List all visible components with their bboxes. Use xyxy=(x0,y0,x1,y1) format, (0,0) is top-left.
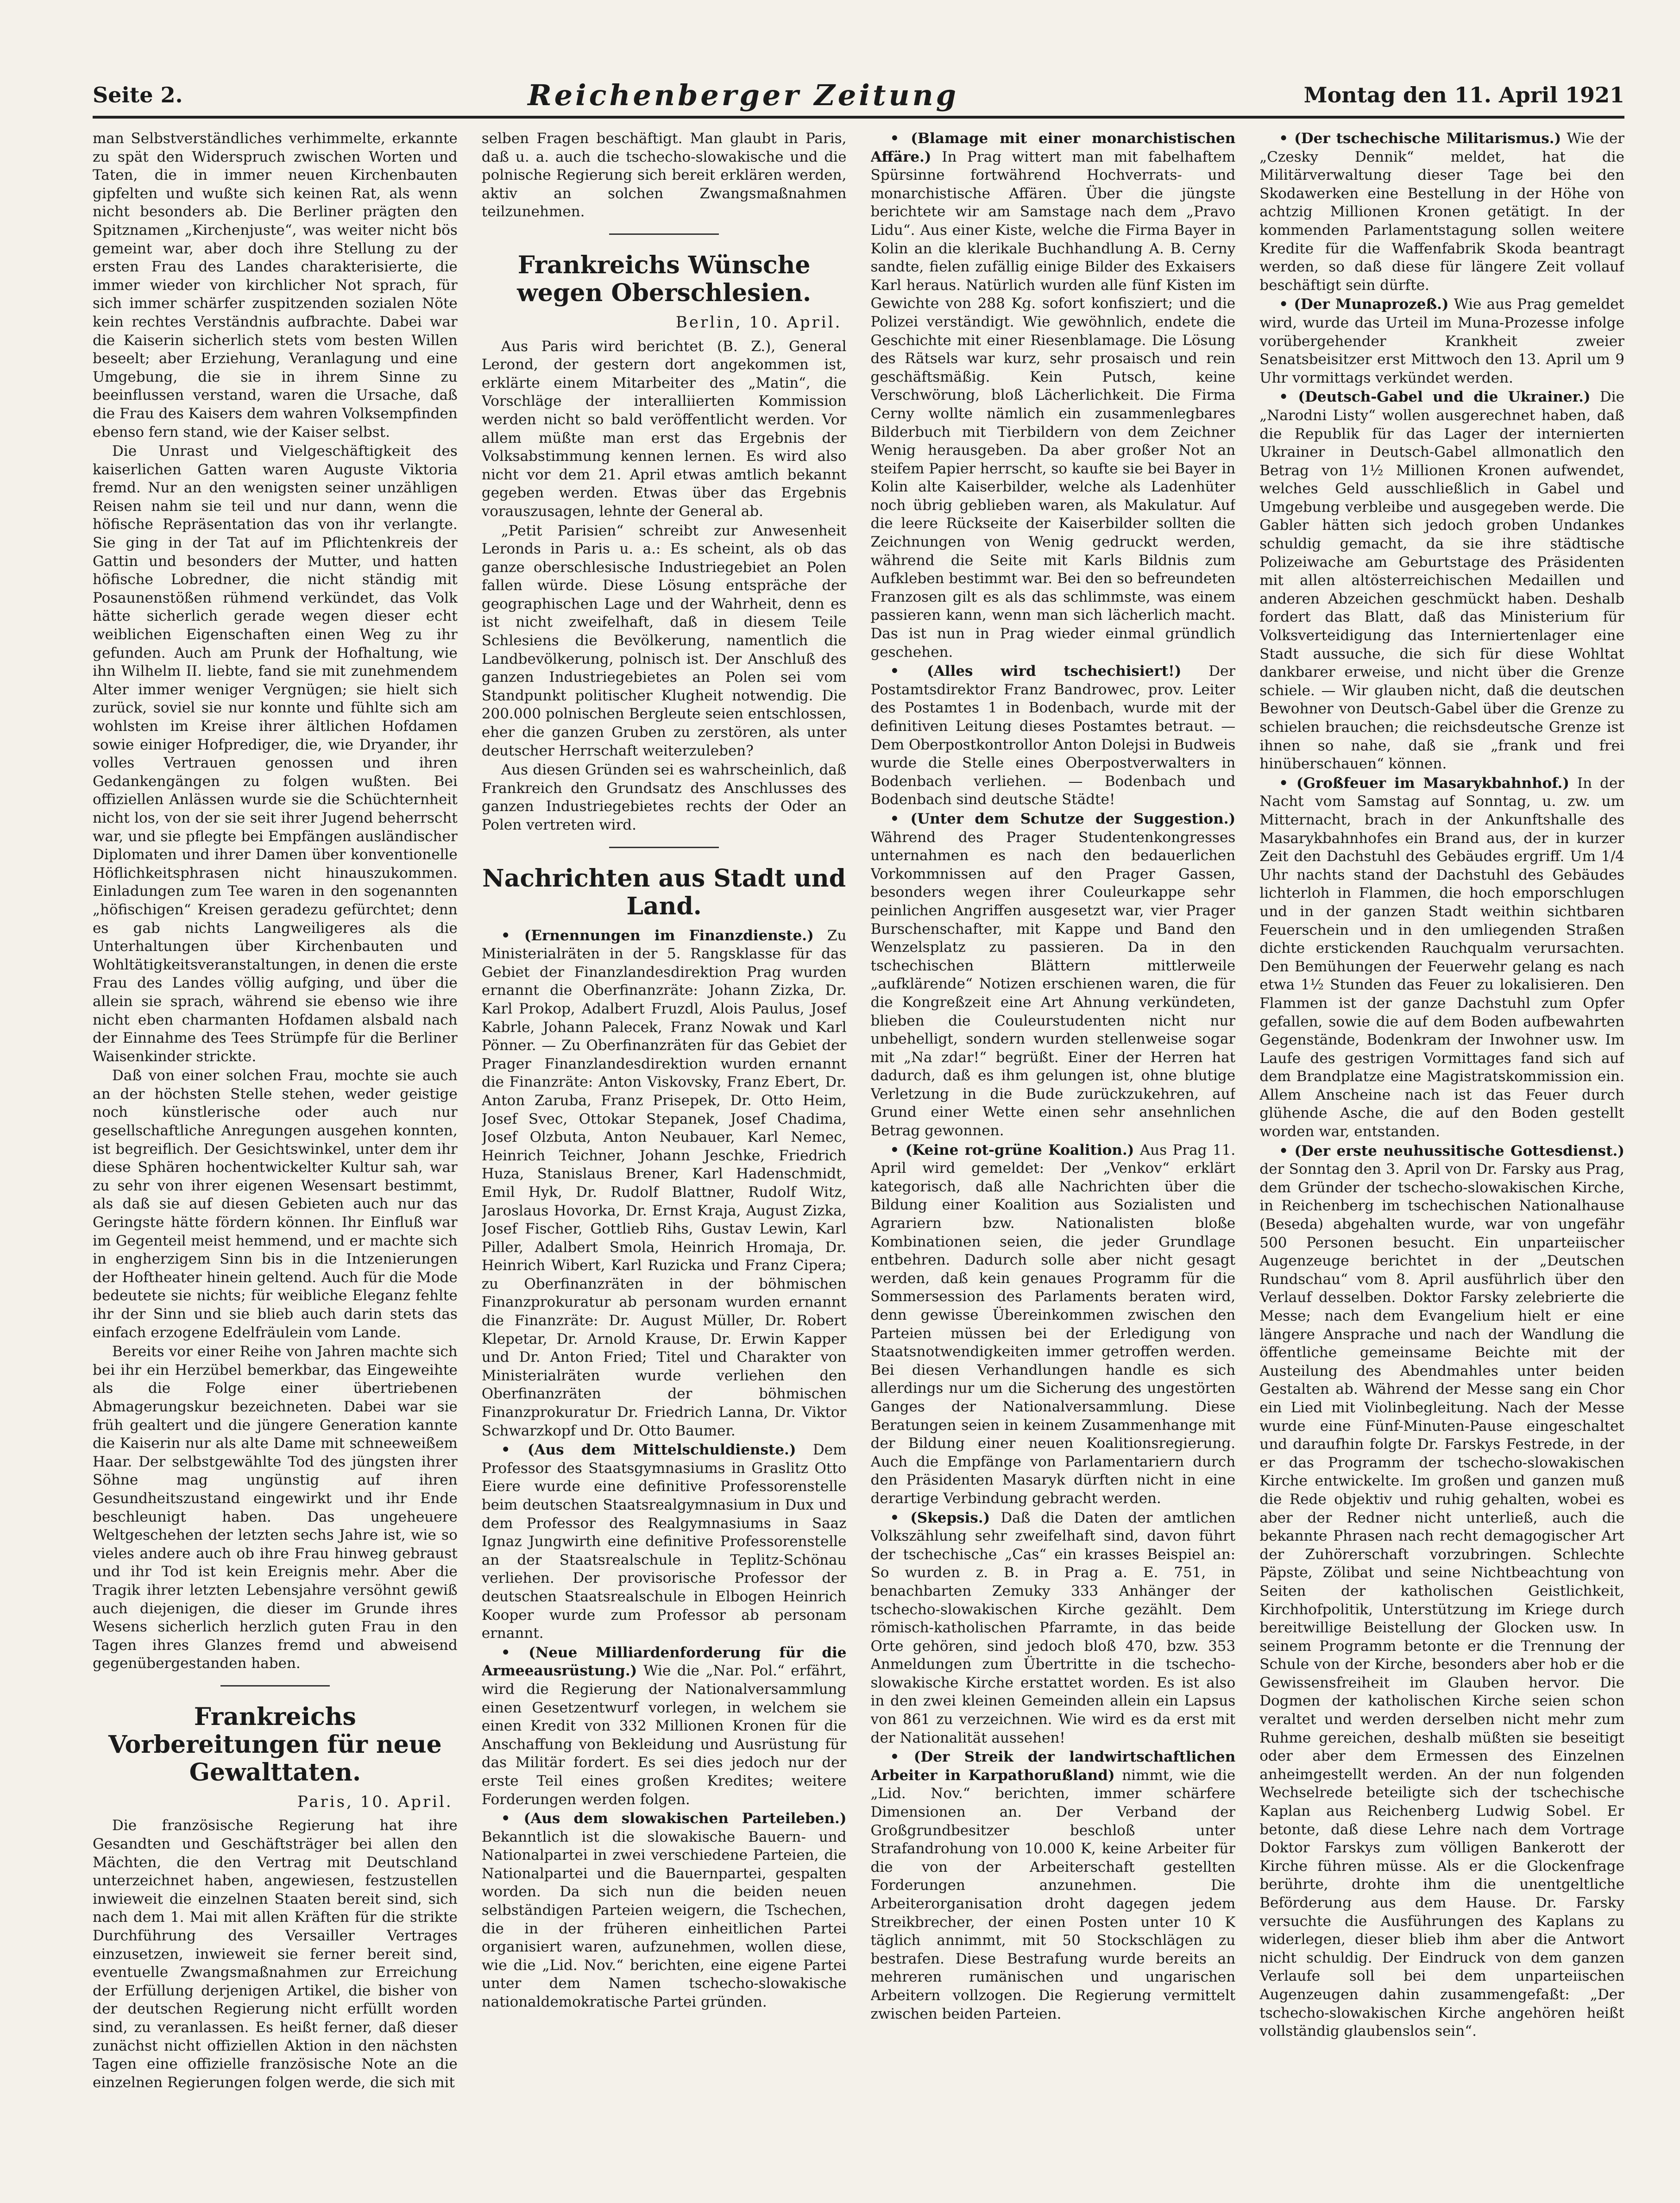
news-kicker: • (Skepsis.) xyxy=(890,1509,990,1526)
paragraph: selben Fragen beschäftigt. Man glaubt in Paris, daß u. a. auch die tschecho-slowakische und die polnische Regierung sich bereit erklären werden, aktiv an solchen Zwangsmaßnahmen teilzunehmen. xyxy=(481,130,847,220)
news-item xyxy=(871,130,1236,661)
article-headline: Frankreichs Vorbereitungen für neue Gewalttaten. xyxy=(108,1702,442,1787)
news-item xyxy=(482,1441,847,1643)
news-item xyxy=(482,1810,847,2012)
news-kicker: • (Neue Milliardenforderung für die Armeeausrüstung.) xyxy=(481,1644,847,1680)
news-text: Bekanntlich ist die slowakische Bauern- und Nationalpartei in zwei verschiedene Parteien, die Nationalpartei und die Bauernpartei, gespalten worden. Da sich nun die beiden neuen selbständigen Parteien weigern, die Tschechen, die in der früheren einheitlichen Partei organisiert waren, aufzunehmen, wollen diese, wie die „Lid. Nov.“ berichten, eine eigene Partei unter dem Namen tschecho-slowakische nationaldemokratische Partei gründen. xyxy=(481,1828,847,2011)
news-text: Dem Professor des Staatsgymnasiums in Graslitz Otto Eiere wurde eine definitive Professorenstelle beim deutschen Staatsrealgymnasium in Dux und dem Professor des Realgymnasiums in Saaz Ignaz Jungwirth eine definitive Professorenstelle an der Staatsrealschule in Teplitz-Schönau verliehen. Der provisorische Professor der deutschen Staatsrealschule in Elbogen Heinrich Kooper wurde zum Professor ab personam ernannt. xyxy=(481,1441,847,1642)
news-kicker: • (Der Streik der landwirtschaftlichen Arbeiter in Karpathorußland) xyxy=(870,1749,1236,1784)
divider xyxy=(220,1685,330,1687)
news-kicker: • (Der erste neuhussitische Gottesdienst.) xyxy=(1279,1142,1624,1159)
news-text: nimmt, wie die „Lid. Nov.“ berichten, immer schärfere Dimensionen an. Der Verband der Großgrundbesitzer beschloß unter Strafandrohung von 10.000 K, keine Arbeiter für die von der Arbeiterschaft gestellten Forderungen anzunehmen. Die Arbeiterorganisation droht dagegen jedem Streikbrecher, der einen Posten unter 10 K täglich annimmt, mit 50 Stockschlägen zu bestrafen. Diese Bestrafung wurde bereits an mehreren rumänischen und ungarischen Arbeitern vollzogen. Die Regierung vermittelt zwischen beiden Parteien. xyxy=(870,1767,1236,2022)
news-item xyxy=(1259,774,1624,1141)
news-kicker: • (Der tschechische Militarismus.) xyxy=(1279,130,1561,147)
news-item xyxy=(871,1748,1236,2023)
column-3 xyxy=(871,130,1236,2175)
news-text: der Sonntag den 3. April von Dr. Farsky aus Prag, dem Gründer der tschecho-slowakischen Kirche, in Reichenberg im tschechischen Nationalhause (Beseda) abgehalten wurde, war von ungefähr 500 Personen besucht. Ein unparteiischer Augenzeuge berichtet in der „Deutschen Rundschau“ vom 8. April ausführlich über den Verlauf desselben. Doktor Farsky zelebrierte die Messe; nach dem Evangelium hielt er eine längere Ansprache und nach der Wandlung die öffentliche gemeinsame Beichte mit der Austeilung des Abendmahles unter beiden Gestalten ab. Während der Messe sang ein Chor ein Lied mit Violinbegleitung. Nach der Messe wurde eine Fünf-Minuten-Pause eingeschaltet und daraufhin folgte Dr. Farskys Festrede, in der er das Programm der tschecho-slowakischen Kirche entwickelte. Im großen und ganzen muß die Rede objektiv und ruhig gehalten, wobei es aber der Redner nicht unterließ, auch die bekannte Phrasen nach recht demagogischer Art der Zuhörerschaft vorzubringen. Schlechte Päpste, Zölibat und seine Nichtbeachtung von Seiten der katholischen Geistlichkeit, Kirchhofpolitik, Unterstützung im Kriege durch bereitwillige Beistellung der Glocken usw. In seinem Programm betonte er die Trennung der Schule von der Kirche, besonders aber hob er die Gewissensfreiheit im Glauben hervor. Die Dogmen der katholischen Kirche seien schon veraltet und werden derselben nicht mehr zum Ruhme gereichen, deshalb müßten sie beseitigt oder aber dem Ermessen des Einzelnen anheimgestellt werden. An der nun folgenden Wechselrede beteiligte sich der tschechische Kaplan aus Reichenberg Ludwig Sobel. Er betonte, daß diese Lehre nach dem Vortrage Doktor Farskys zum völligen Bankerott der Kirche führen müsse. Als er die Glockenfrage berührte, drohte ihm die unentgeltliche Beförderung aus dem Hause. Dr. Farsky versuchte die Ausführungen des Kaplans zu widerlegen, dieser blieb ihm aber die Antwort nicht schuldig. Der Eindruck von dem ganzen Verlaufe soll bei dem unparteiischen Augenzeugen dahin zusammengefaßt: „Der tschecho-slowakischen Kirche angehören heißt vollständig glaubenslos sein“. xyxy=(1259,1161,1624,2040)
paragraph: Daß von einer solchen Frau, mochte sie auch an der höchsten Stelle stehen, weder geistige noch künstlerische oder auch nur gesellschaftliche Anregungen ausgehen konnten, ist begreiflich. Der Gesichtswinkel, unter dem ihr diese Sphären hochentwickelter Kultur sah, war zu sehr von ihrer eigenen Wesensart bestimmt, als daß sie auf diesen Gebieten auch nur das Geringste hätte fördern können. Ihr Einfluß war im Gegenteil meist hemmend, und er machte sich in engherzigem Sinn bis in die Intzenierungen der Hoftheater hinein geltend. Auch für die Mode bedeutete sie nichts; für weibliche Eleganz fehlte ihr der Sinn und sie blieb auch darin stets das einfach erzogene Edelfräulein vom Lande. xyxy=(93,1067,458,1341)
paragraph: Aus diesen Gründen sei es wahrscheinlich, daß Frankreich den Grundsatz des Anschlusses des ganzen Industriegebietes rechts der Oder an Polen vertreten wird. xyxy=(481,762,847,833)
paragraph: Die französische Regierung hat ihre Gesandten und Geschäftsträger bei allen den Mächten, die den Vertrag mit Deutschland unterzeichnet haben, angewiesen, festzustellen inwieweit die einzelnen Staaten bereit sind, sich nach dem 1. Mai mit allen Kräften für die strikte Durchführung des Versailler Vertrages einzusetzen, inwieweit sie ferner bereit sind, eventuelle Zwangsmaßnahmen zur Erreichung der Erfüllung derjenigen Artikel, die bisher von der deutschen Regierung nicht erfüllt worden sind, zu veranlassen. Es heißt ferner, daß dieser zunächst nicht offiziellen Aktion in den nächsten Tagen eine offizielle französische Note an die einzelnen Regierungen folgen werde, die sich mit xyxy=(93,1817,458,2091)
news-kicker: • (Der Munaprozeß.) xyxy=(1279,296,1449,313)
paragraph: man Selbstverständliches verhimmelte, erkannte zu spät den Widerspruch zwischen Worten und Taten, die in immer neuen Kirchenbauten gipfelten und wußte sich keinen Rat, als wenn nicht besonders ab. Die Berliner prägten den Spitznamen „Kirchenjuste“, was weiter nicht bös gemeint war, aber doch ihre Stellung zu der ersten Frau des Landes charakterisierte, die immer wieder von kirchlicher Not sprach, für sich immer schärfer zuspitzenden sozialen Nöte kein rechtes Verständnis aufbrachte. Dabei war die Kaiserin sicherlich stets vom besten Willen beseelt; aber Erziehung, Veranlagung und eine Umgebung, die sie in ihrem Sinne zu beeinflussen verstand, waren die Ursache, daß die Frau des Kaisers dem wahren Volksempfinden ebenso fern stand, wie der Kaiser selbst. xyxy=(93,130,458,441)
paragraph: „Petit Parisien“ schreibt zur Anwesenheit Leronds in Paris u. a.: Es scheint, als ob das ganze oberschlesische Industriegebiet an Polen fallen würde. Diese Lösung entspräche der geographischen Lage und der Wahrheit, denn es ist nicht zweifelhaft, daß in diesem Teile Schlesiens die Bevölkerung, namentlich die Landbevölkerung, polnisch ist. Der Anschluß des ganzen Industriegebietes an Polen sei vom Standpunkt politischer Klugheit notwendig. Die 200.000 polnischen Bergleute seien entschlossen, eher die ganzen Gruben zu zerstören, als unter deutscher Herrschaft weiterzuleben? xyxy=(481,522,847,759)
dateline: Paris, 10. April. xyxy=(297,1792,453,1811)
column-2 xyxy=(482,130,847,2175)
news-kicker: • (Keine rot-grüne Koalition.) xyxy=(890,1141,1134,1158)
news-kicker: • (Deutsch-Gabel und die Ukrainer.) xyxy=(1279,389,1591,406)
news-item xyxy=(1259,1142,1624,2041)
paragraph: Die Unrast und Vielgeschäftigkeit des kaiserlichen Gatten waren Auguste Viktoria fremd. Nur an den wenigsten seiner unzähligen Reisen nahm sie teil und nur dann, wenn die höfische Repräsentation das von ihr verlangte. Sie ging in der Tat auf im Pflichtenkreis der Gattin und besonders der Mutter, und hatten höfische Lobredner, die nicht ständig mit Posaunenstößen rühmend verkündet, das Volk hätte sicherlich gerade wegen dieser echt weiblichen Eigenschaften einen Weg zu ihr gefunden. Auch am Prunk der Hofhaltung, wie ihn Wilhelm II. liebte, fand sie mit zunehmendem Alter immer weniger Vergnügen; sie hielt sich zurück, soviel sie nur konnte und fühlte sich am wohlsten im Kreise ihrer ältlichen Hofdamen sowie einiger Hofprediger, die, wie Dryander, ihr volles Vertrauen genossen und ihren Gedankengängen zu folgen wußten. Bei offiziellen Anlässen wurde sie die Schüchternheit nicht los, von der sie seit ihrer Jugend beherrscht war, und sie pflegte bei Empfängen ausländischer Diplomaten und ihrer Damen über konventionelle Höflichkeitsphrasen nicht hinauszukommen. Einladungen zum Tee waren in den sogenannten „höfischigen“ Kreisen geradezu gefürchtet; denn es gab nichts Langweiligeres als die Unterhaltungen über Kirchenbauten und Wohltätigkeitsveranstaltungen, in denen die erste Frau des Landes völlig aufging, und über die allein sie sprach, während sie ebenso wie ihre nicht eben charmanten Hofdamen alsbald nach der Einnahme des Tees Strümpfe für die Berliner Waisenkinder strickte. xyxy=(93,443,458,1065)
news-item xyxy=(871,1141,1236,1508)
news-text: Wie die „Nar. Pol.“ erfährt, wird die Regierung der Nationalversammlung einen Gesetzentwurf vorlegen, in welchem sie einen Kredit von 332 Millionen Kronen für die Anschaffung von Bekleidung und Ausrüstung für das Militär fordert. Es sei dies jedoch nur der erste Teil eines großen Kredites; weitere Forderungen werden folgen. xyxy=(481,1662,847,1808)
news-kicker: • (Ernennungen im Finanzdienste.) xyxy=(501,927,814,944)
article-columns xyxy=(93,130,1624,2175)
paragraph: Aus Paris wird berichtet (B. Z.), General Lerond, der gestern dort angekommen ist, erklärte einem Mitarbeiter des „Matin“, die Vorschläge der interalliierten Kommission werden nicht so bald veröffentlicht werden. Vor allem müßte man erst das Ergebnis der Volksabstimmung kennen lernen. Es wird also nicht vor dem 21. April etwas amtlich bekannt gegeben werden. Etwas über das Ergebnis vorauszusagen, lehnte der General ab. xyxy=(481,338,847,520)
dateline: Berlin, 10. April. xyxy=(675,313,842,332)
news-text: Wie der „Czesky Dennik“ meldet, hat die Militärverwaltung dieser Tage bei den Skodawerken eine Bestellung in der Höhe von achtzig Millionen Kronen getätigt. In der kommenden Parlamentstagung sollen weitere Kredite für die Waffenfabrik Skoda beantragt werden, so daß diese für längere Zeit vollauf beschäftigt sein dürfte. xyxy=(1259,130,1624,294)
issue-date: Montag den 11. April 1921 xyxy=(1303,82,1624,107)
page-number: Seite 2. xyxy=(93,82,183,107)
news-text: Aus Prag 11. April wird gemeldet: Der „Venkov“ erklärt kategorisch, daß alle Nachrichten über die Bildung einer Koalition aus Sozialisten und Agrariern bzw. Nationalisten bloße Kombinationen seien, die jeder Grundlage entbehren. Dadurch solle aber nicht gesagt werden, daß kein genaues Programm für die Sommersession des Parlaments beraten wird, denn gewisse Übereinkommen zwischen den Parteien müssen bei der Erledigung von Staatsnotwendigkeiten immer getroffen werden. Bei diesen Verhandlungen handle es sich allerdings nur um die Sicherung des ungestörten Ganges der Nationalversammlung. Diese Beratungen seien in keinem Zusammenhange mit der Bildung einer neuen Koalitionsregierung. Auch die Empfänge von Parlamentariern durch den Präsidenten Masaryk dürften nicht in eine derartige Verbindung gebracht werden. xyxy=(870,1141,1236,1507)
section-headline: Nachrichten aus Stadt und Land. xyxy=(482,864,846,920)
news-item xyxy=(1259,296,1624,387)
news-text: Die „Narodni Listy“ wollen ausgerechnet haben, daß die Republik für das Lager der internierten Ukrainer in Deutsch-Gabel allmonatlich den Betrag von 1½ Millionen Kronen aufwendet, welches Geld ausschließlich in Gabel und Umgebung verbleibe und ausgegeben werde. Die Gabler hätten sich jedoch groben Undankes schuldig gemacht, da sie ihre städtische Polizeiwache am Geburtstage des Präsidenten mit allen altösterreichischen Medaillen und anderen Abzeichen geschmückt haben. Deshalb fordert das Blatt, daß das Ministerium für Volksverteidigung das Interniertenlager eine Stadt aussuche, die sich für diese Wohltat dankbarer erweise, und nicht über die Grenze schiele. — Wir glauben nicht, daß die deutschen Bewohner von Deutsch-Gabel über die Grenze zu schielen brauchen; die reichsdeutsche Grenze ist ihnen so nahe, daß sie „frank und frei hinüberschauen“ können. xyxy=(1259,389,1624,773)
news-item xyxy=(1259,130,1624,295)
news-kicker: • (Aus dem slowakischen Parteileben.) xyxy=(501,1810,847,1827)
page-header xyxy=(93,74,1624,119)
news-item xyxy=(871,1509,1236,1748)
divider xyxy=(609,233,718,235)
news-kicker: • (Blamage mit einer monarchistischen Affäre.) xyxy=(870,130,1236,165)
news-text: In Prag wittert man mit fabelhaftem Spürsinne fortwährend Hochverrats- und monarchistische Affären. Über die jüngste berichtete wir am Samstage nach dem „Pravo Lidu“. Aus einer Kiste, welche die Firma Bayer in Kolin an die klerikale Buchhandlung A. B. Cerny sandte, fielen zufällig einige Bilder des Exkaisers Karl heraus. Natürlich wurden alle fünf Kisten im Gewichte von 288 Kg. sofort konfisziert; und die Polizei verständigt. Wie gewöhnlich, endete die Geschichte mit einer Riesenblamage. Die Lösung des Rätsels war kurz, sehr prosaisch und rein geschäftsmäßig. Kein Putsch, keine Verschwörung, bloß Lächerlichkeit. Die Firma Cerny wollte nämlich ein zusammenlegbares Bilderbuch mit Tierbildern von dem Zeichner Wenig herausgeben. Da aber großer Not an steifem Papier herrscht, so kaufte sie bei Bayer in Kolin alte Kaiserbilder, welche als Ladenhüter noch übrig geblieben waren, als Makulatur. Auf die leere Rückseite der Kaiserbilder sollten die Zeichnungen von Wenig gedruckt werden, während die Seite mit Karls Bildnis zum Aufkleben bestimmt war. Bei den so befreundeten Franzosen gilt es als das schlimmste, was einem passieren kann, wenn man sich lächerlich macht. Das ist nun in Prag wieder einmal gründlich geschehen. xyxy=(870,148,1236,661)
news-item xyxy=(1259,388,1624,773)
news-text: Der Postamtsdirektor Franz Bandrowec, prov. Leiter des Postamtes 1 in Bodenbach, wurde mit der definitiven Leitung dieses Postamtes betraut. — Dem Oberpostkontrollor Anton Dolejsi in Budweis wurde die Stelle eines Oberpostverwalters in Bodenbach verliehen. — Bodenbach und Bodenbach sind deutsche Städte! xyxy=(870,663,1236,808)
news-item xyxy=(871,810,1236,1140)
news-kicker: • (Großfeuer im Masarykbahnhof.) xyxy=(1279,774,1569,792)
news-item xyxy=(482,927,847,1441)
news-text: Wie aus Prag gemeldet wird, wurde das Urteil im Muna-Prozesse infolge vorübergehender Krankheit zweier Senatsbeisitzer erst Mittwoch den 13. April um 9 Uhr vormittags verkündet werden. xyxy=(1259,296,1624,386)
divider xyxy=(609,847,718,848)
column-4 xyxy=(1259,130,1624,2175)
news-kicker: • (Aus dem Mittelschuldienste.) xyxy=(501,1441,796,1459)
news-text: In der Nacht vom Samstag auf Sonntag, u. zw. um Mitternacht, brach in der Ankunftshalle des Masarykbahnhofes ein Brand aus, der in kurzer Zeit den Dachstuhl des Gebäudes ergriff. Um 1/4 Uhr nachts stand der Dachstuhl des Gebäudes lichterloh in Flammen, die hoch emporschlugen und in der ganzen Stadt weithin sichtbaren Feuerschein und in den umliegenden Straßen dichte erstickenden Rauchqualm verursachten. Den Bemühungen der Feuerwehr gelang es nach etwa 1½ Stunden das Feuer zu lokalisieren. Den Flammen ist der ganze Dachstuhl zum Opfer gefallen, sowie die auf dem Boden aufbewahrten Gegenstände, Bodenkram der Inwohner usw. Im Laufe des gestrigen Vormittages fand sich auf dem Brandplatze eine Magistratskommission ein. Allem Anscheine nach ist das Feuer durch glühende Asche, die auf den Boden gestellt worden war, entstanden. xyxy=(1259,774,1624,1140)
masthead: Reichenberger Zeitung xyxy=(528,78,959,112)
column-1 xyxy=(93,130,458,2175)
news-text: Daß die Daten der amtlichen Volkszählung sehr zweifelhaft sind, davon führt der tschechische „Cas“ ein krasses Beispiel an: So wurden z. B. in Prag a. E. 751, in benachbarten Zemuky 333 Anhänger der tschecho-slowakischen Kirche gezählt. Dem römisch-katholischen Pfarramte, in das beide Orte gehören, sind jedoch bloß 470, bzw. 353 Anmeldungen zum Übertritte in die tschecho-slowakische Kirche erstattet worden. Es ist also in den zwei kleinen Gemeinden allein ein Lapsus von 861 zu verzeichnen. Wie wird es da erst mit der Nationalität aussehen! xyxy=(870,1509,1236,1746)
news-item xyxy=(871,662,1236,809)
article-headline: Frankreichs Wünsche wegen Oberschlesien. xyxy=(517,251,812,307)
news-text: Während des Prager Studentenkongresses unternahmen es nach den bedauerlichen Vorkommnissen auf den Prager Gassen, besonders wegen ihrer Couleurkappe sehr peinlichen Angriffen ausgesetzt war, vier Prager Burschenschafter, mit Kappe und Band den Wenzelsplatz zu passieren. Da in den tschechischen Blättern mittlerweile „aufklärende“ Notizen erschienen waren, die für die Kongreßzeit eine Art Ahnung verkündeten, blieben die Couleurstudenten nicht nur unbehelligt, sondern wurden stellenweise sogar mit „Na zdar!“ begrüßt. Einer der Herren hat dadurch, daß es ihm gelungen ist, ohne blutige Verletzung in die Bude zurückzukehren, auf Grund einer Wette einen sehr ansehnlichen Betrag gewonnen. xyxy=(870,829,1236,1139)
news-kicker: • (Unter dem Schutze der Suggestion.) xyxy=(890,810,1236,827)
news-kicker: • (Alles wird tschechisiert!) xyxy=(890,663,1182,680)
news-text: Zu Ministerialräten in der 5. Rangsklasse für das Gebiet der Finanzlandesdirektion Prag wurden ernannt die Oberfinanzräte: Johann Zizka, Dr. Karl Prokop, Adalbert Fruzdl, Alois Paulus, Josef Kabrle, Johann Palecek, Franz Nowak und Karl Pönner. — Zu Oberfinanzräten für das Gebiet der Prager Finanzlandesdirektion wurden ernannt die Finanzräte: Anton Viskovsky, Franz Ebert, Dr. Anton Zaruba, Franz Prisepek, Dr. Otto Heim, Josef Svec, Ottokar Stepanek, Josef Chadima, Josef Olzbuta, Anton Neubauer, Karl Nemec, Heinrich Teichner, Johann Jeschke, Friedrich Huza, Stanislaus Brener, Karl Hadenschmidt, Emil Hyk, Dr. Rudolf Blattner, Rudolf Witz, Jaroslaus Hovorka, Dr. Ernst Kraja, August Zizka, Josef Fischer, Gottlieb Rihs, Gustav Lewin, Karl Piller, Adalbert Smola, Heinrich Hromaja, Dr. Heinrich Wibert, Karl Ruzicka und Franz Cipera; zu Oberfinanzräten in der böhmischen Finanzprokuratur ab personam wurden ernannt die Finanzräte: Dr. August Müller, Dr. Robert Klepetar, Dr. Arnold Krause, Dr. Erwin Kapper und Dr. Anton Fried; Titel und Charakter von Ministerialräten wurde verliehen den Oberfinanzräten der böhmischen Finanzprokuratur Dr. Friedrich Lanna, Dr. Viktor Schwarzkopf und Dr. Otto Baumer. xyxy=(481,927,847,1439)
news-item xyxy=(482,1644,847,1809)
paragraph: Bereits vor einer Reihe von Jahren machte sich bei ihr ein Herzübel bemerkbar, das Eingeweihte als die Folge einer übertriebenen Abmagerungskur bezeichneten. Dabei war sie früh gealtert und die jüngere Generation kannte die Kaiserin nur als alte Dame mit schneeweißem Haar. Der selbstgewählte Tod des jüngsten ihrer Söhne mag ungünstig auf ihren Gesundheitszustand eingewirkt und ihr Ende beschleunigt haben. Das ungeheuere Weltgeschehen der letzten sechs Jahre ist, wie so vieles andere auch ob ihre Frau hinweg gebraust und ihr Tod ist kein Ereignis mehr. Aber die Tragik ihrer letzten Lebensjahre versöhnt gewiß auch diejenigen, die dieser im Grunde ihres Wesens sicherlich herzlich guten Frau in den Tagen ihres Glanzes fremd und abweisend gegenübergestanden haben. xyxy=(93,1343,458,1672)
